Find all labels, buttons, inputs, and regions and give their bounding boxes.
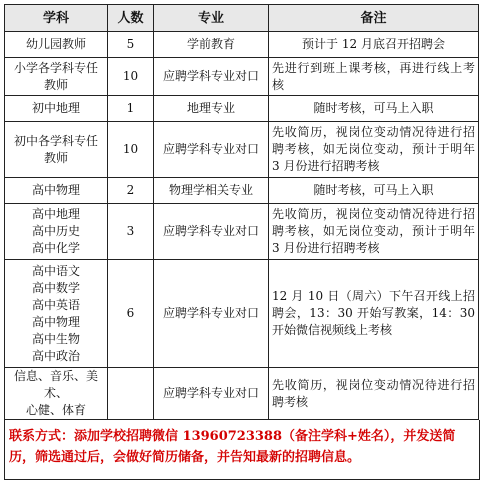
header-subject: 学科: [5, 5, 108, 32]
subject-cell: 信息、音乐、美术、 心健、体育: [5, 368, 108, 420]
major-cell: 地理专业: [154, 96, 269, 122]
count-cell: 2: [108, 178, 154, 204]
contact-info: 联系方式：添加学校招聘微信 13960723388（备注学科+姓名），并发送简历，筛选通过后，会做好简历储备，并告知最新的招聘信息。: [4, 420, 480, 480]
count-cell: [108, 368, 154, 420]
header-note: 备注: [269, 5, 479, 32]
subject-cell: 小学各学科专任 教师: [5, 58, 108, 96]
count-cell: 3: [108, 204, 154, 260]
table-row: [5, 122, 479, 178]
recruitment-table: [4, 4, 479, 420]
note-cell: 先进行到班上课考核，再进行线上考核: [269, 58, 479, 96]
subject-cell: 初中地理: [5, 96, 108, 122]
header-major: 专业: [154, 5, 269, 32]
subject-cell: 初中各学科专任 教师: [5, 122, 108, 178]
note-cell: 预计于 12 月底召开招聘会: [269, 32, 479, 58]
table-row: [5, 58, 479, 96]
major-cell: 学前教育: [154, 32, 269, 58]
subject-cell: 高中语文 高中数学 高中英语 高中物理 高中生物 高中政治: [5, 260, 108, 368]
header-count: 人数: [108, 5, 154, 32]
count-cell: 10: [108, 122, 154, 178]
subject-cell: 高中物理: [5, 178, 108, 204]
table-row: [5, 204, 479, 260]
note-cell: 随时考核，可马上入职: [269, 178, 479, 204]
header-row: [5, 5, 479, 32]
note-cell: 12 月 10 日（周六）下午召开线上招聘会，13：30 开始写教案，14：30 开始微信视频线上考核: [269, 260, 479, 368]
subject-cell: 高中地理 高中历史 高中化学: [5, 204, 108, 260]
table-row: [5, 96, 479, 122]
count-cell: 10: [108, 58, 154, 96]
major-cell: 应聘学科专业对口: [154, 260, 269, 368]
table-row: [5, 260, 479, 368]
table-row: [5, 178, 479, 204]
major-cell: 应聘学科专业对口: [154, 368, 269, 420]
major-cell: 应聘学科专业对口: [154, 58, 269, 96]
major-cell: 应聘学科专业对口: [154, 204, 269, 260]
note-cell: 先收简历，视岗位变动情况待进行招聘考核，如无岗位变动，预计于明年 3 月份进行招聘考核: [269, 122, 479, 178]
table-row: [5, 368, 479, 420]
table-row: [5, 32, 479, 58]
major-cell: 应聘学科专业对口: [154, 122, 269, 178]
count-cell: 1: [108, 96, 154, 122]
count-cell: 5: [108, 32, 154, 58]
major-cell: 物理学相关专业: [154, 178, 269, 204]
note-cell: 先收简历，视岗位变动情况待进行招聘考核: [269, 368, 479, 420]
subject-cell: 幼儿园教师: [5, 32, 108, 58]
note-cell: 随时考核，可马上入职: [269, 96, 479, 122]
recruitment-document: [4, 4, 478, 480]
note-cell: 先收简历，视岗位变动情况待进行招聘考核，如无岗位变动，预计于明年 3 月份进行招聘考核: [269, 204, 479, 260]
count-cell: 6: [108, 260, 154, 368]
